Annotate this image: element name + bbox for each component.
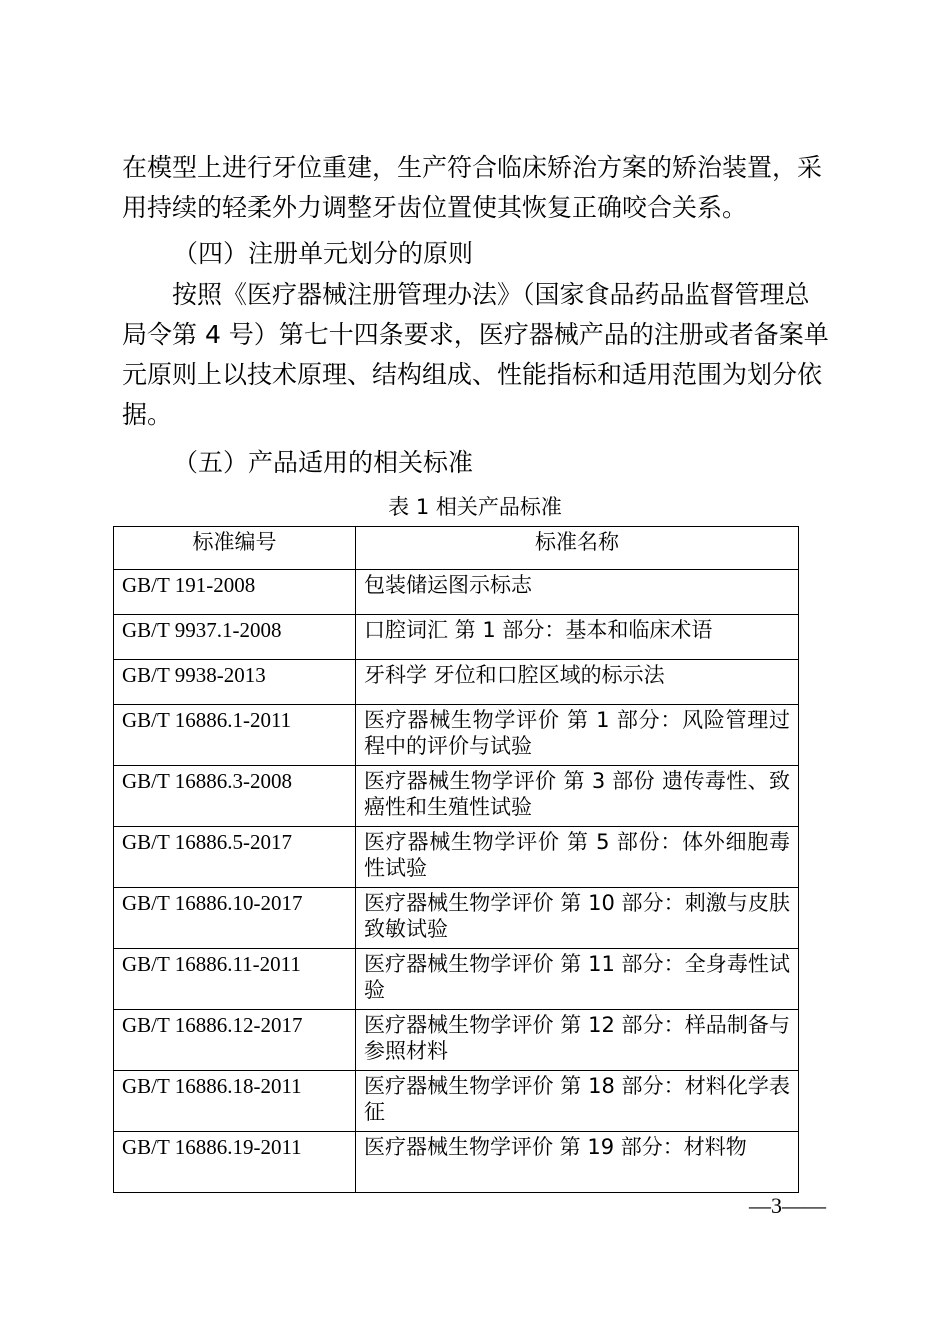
standard-name: 医疗器械生物学评价 第 19 部分：材料物: [356, 1132, 799, 1193]
standard-code: GB/T 16886.12-2017: [114, 1010, 356, 1071]
table-row: [114, 949, 799, 1010]
standard-code: GB/T 16886.11-2011: [114, 949, 356, 1010]
header-code: 标准编号: [114, 527, 356, 570]
standard-name: 医疗器械生物学评价 第 12 部分：样品制备与参照材料: [356, 1010, 799, 1071]
standard-name: 医疗器械生物学评价 第 18 部分：材料化学表征: [356, 1071, 799, 1132]
standard-name: 医疗器械生物学评价 第 5 部份：体外细胞毒性试验: [356, 827, 799, 888]
standard-code: GB/T 9937.1-2008: [114, 615, 356, 660]
standard-code: GB/T 16886.3-2008: [114, 766, 356, 827]
standard-code: GB/T 16886.5-2017: [114, 827, 356, 888]
header-name: 标准名称: [356, 527, 799, 570]
standard-code: GB/T 16886.10-2017: [114, 888, 356, 949]
table-header-row: [114, 527, 799, 570]
standards-table: [113, 526, 799, 1193]
section-4-heading: （四）注册单元划分的原则: [173, 239, 474, 268]
table-row: [114, 766, 799, 827]
table-row: [114, 1071, 799, 1132]
table-caption: 表 1 相关产品标准: [388, 495, 562, 519]
table-row: [114, 827, 799, 888]
standard-code: GB/T 16886.1-2011: [114, 705, 356, 766]
standard-code: GB/T 16886.18-2011: [114, 1071, 356, 1132]
table-row: [114, 1132, 799, 1193]
table-row: [114, 1010, 799, 1071]
standard-name: 医疗器械生物学评价 第 10 部分：刺激与皮肤致敏试验: [356, 888, 799, 949]
standard-name: 医疗器械生物学评价 第 1 部分：风险管理过程中的评价与试验: [356, 705, 799, 766]
standard-name: 医疗器械生物学评价 第 11 部分：全身毒性试验: [356, 949, 799, 1010]
intro-paragraph: 在模型上进行牙位重建，生产符合临床矫治方案的矫治装置，采用持续的轻柔外力调整牙齿位置使其恢复正确咬合关系。: [122, 153, 823, 222]
standard-code: GB/T 16886.19-2011: [114, 1132, 356, 1193]
section-4-body: 按照《医疗器械注册管理办法》（国家食品药品监督管理总局令第 4 号）第七十四条要求，医疗器械产品的注册或者备案单元原则上以技术原理、结构组成、性能指标和适用范围为划分依据。: [122, 280, 829, 429]
standard-code: GB/T 9938-2013: [114, 660, 356, 705]
standard-code: GB/T 191-2008: [114, 570, 356, 615]
standard-name: 口腔词汇 第 1 部分：基本和临床术语: [356, 615, 799, 660]
standard-name: 医疗器械生物学评价 第 3 部份 遗传毒性、致癌性和生殖性试验: [356, 766, 799, 827]
table-row: [114, 705, 799, 766]
table-row: [114, 660, 799, 705]
standard-name: 牙科学 牙位和口腔区域的标示法: [356, 660, 799, 705]
standard-name: 包装储运图示标志: [356, 570, 799, 615]
table-row: [114, 615, 799, 660]
section-5-heading: （五）产品适用的相关标准: [173, 448, 474, 477]
table-row: [114, 888, 799, 949]
table-row: [114, 570, 799, 615]
page-number: —3——: [749, 1193, 826, 1218]
